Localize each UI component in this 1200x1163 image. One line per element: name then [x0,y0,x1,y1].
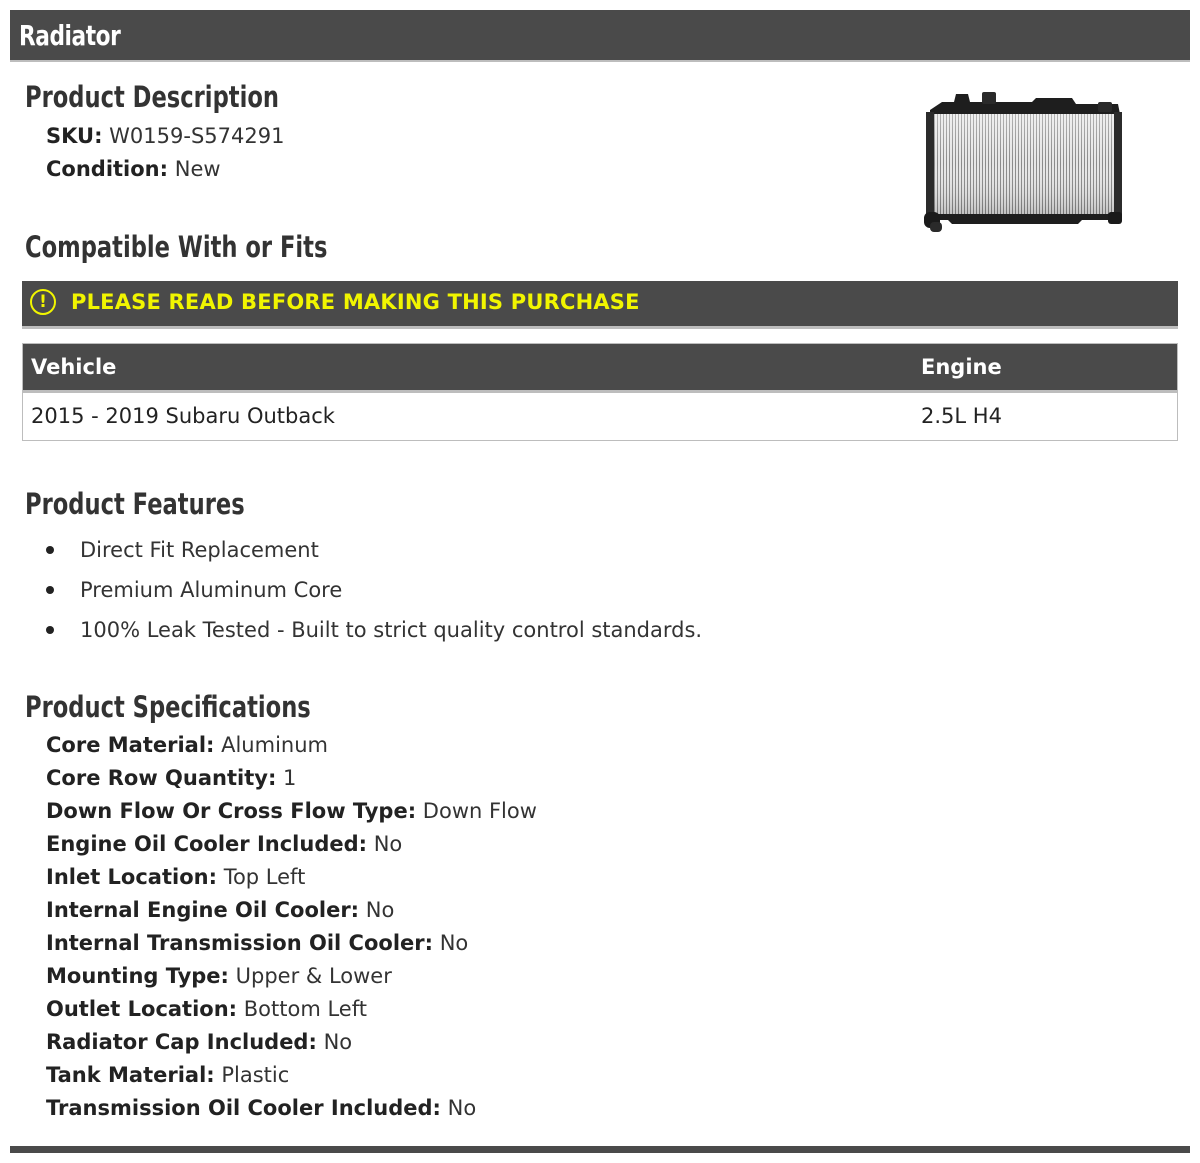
spec-value: No [365,898,395,922]
spec-label: Radiator Cap Included: [46,1030,317,1054]
spec-row [46,729,537,762]
spec-row [46,894,537,927]
vehicle-cell: 2015 - 2019 Subaru Outback [31,404,335,428]
engine-cell: 2.5L H4 [921,404,1002,428]
table-header [23,344,1177,393]
spec-row [46,795,537,828]
title-bar [10,10,1190,62]
spec-value: Plastic [221,1063,290,1087]
spec-label: Inlet Location: [46,865,217,889]
spec-label: Outlet Location: [46,997,238,1021]
bullet-icon [46,586,54,594]
spec-value: Bottom Left [243,997,367,1021]
spec-row [46,993,537,1026]
spec-value: 1 [283,766,297,790]
spec-value: No [323,1030,353,1054]
spec-label: Core Material: [46,733,215,757]
product-features-heading: Product Features [25,487,245,521]
spec-value: No [447,1096,477,1120]
bottom-divider [10,1146,1190,1153]
spec-row [46,1026,537,1059]
spec-value: Top Left [223,865,306,889]
column-engine: Engine [921,355,1002,379]
sku-value: W0159-S574291 [109,124,285,148]
fitment-table [22,343,1178,441]
condition-value: New [174,157,221,181]
spec-row [46,861,537,894]
warning-icon: ! [30,289,56,315]
spec-value: Upper & Lower [235,964,392,988]
page-title: Radiator [19,19,121,52]
purchase-notice [22,281,1178,329]
spec-value: Aluminum [221,733,328,757]
spec-row [46,828,537,861]
condition-label: Condition: [46,157,169,181]
spec-label: Internal Engine Oil Cooler: [46,898,360,922]
spec-row [46,927,537,960]
sku-line [46,120,284,153]
sku-label: SKU: [46,124,103,148]
spec-value: No [373,832,403,856]
table-row [23,393,1177,441]
spec-label: Core Row Quantity: [46,766,277,790]
compatibility-heading: Compatible With or Fits [25,230,328,264]
spec-value: No [439,931,469,955]
spec-label: Internal Transmission Oil Cooler: [46,931,434,955]
bullet-icon [46,626,54,634]
column-vehicle: Vehicle [31,355,117,379]
condition-line [46,153,221,186]
radiator-image [922,88,1124,234]
spec-label: Transmission Oil Cooler Included: [46,1096,441,1120]
product-specifications-heading: Product Specifications [25,690,311,724]
spec-label: Engine Oil Cooler Included: [46,832,368,856]
spec-row [46,1059,537,1092]
spec-label: Tank Material: [46,1063,215,1087]
spec-row [46,960,537,993]
spec-label: Mounting Type: [46,964,229,988]
product-description-heading: Product Description [25,80,279,114]
spec-row [46,762,537,795]
spec-label: Down Flow Or Cross Flow Type: [46,799,417,823]
spec-value: Down Flow [422,799,537,823]
bullet-icon [46,546,54,554]
specifications-list [46,729,537,1125]
spec-row [46,1092,537,1125]
notice-text: PLEASE READ BEFORE MAKING THIS PURCHASE [71,290,640,314]
